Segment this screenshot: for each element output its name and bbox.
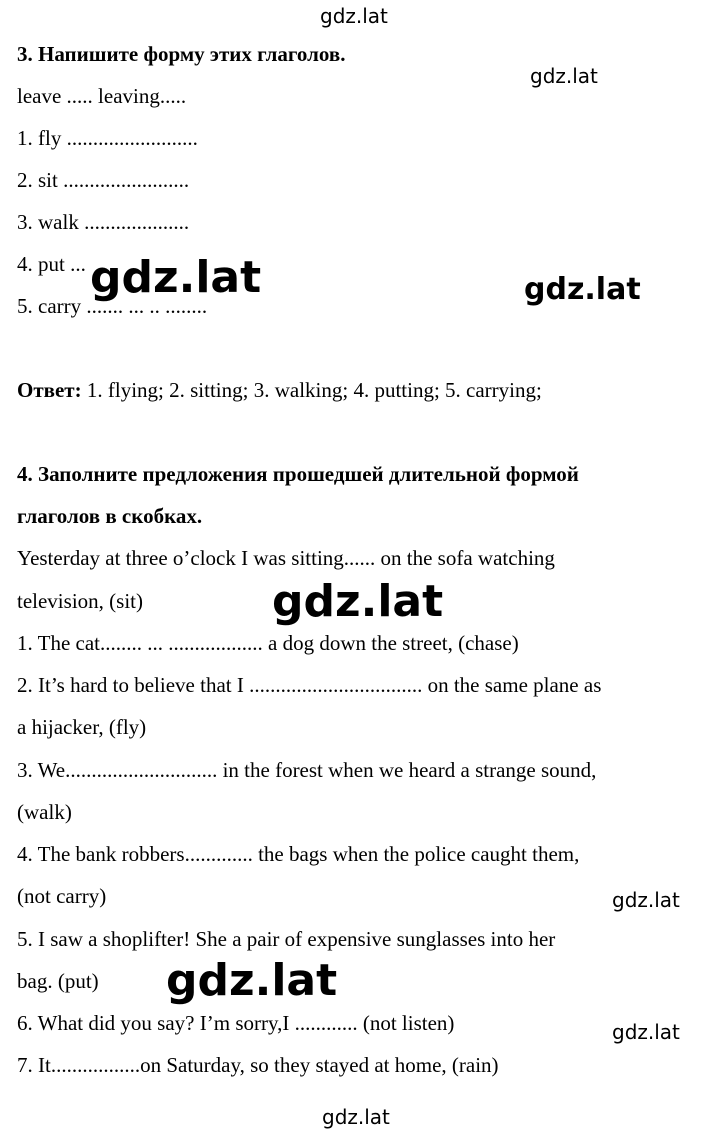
task3-title: 3. Напишите форму этих глаголов.	[17, 42, 346, 66]
task4-line-2: television, (sit)	[17, 589, 143, 613]
task3-item-3: 3. walk ....................	[17, 210, 190, 234]
watermark-right-lower2: gdz.lat	[612, 1020, 680, 1044]
watermark-bottom: gdz.lat	[322, 1105, 390, 1129]
watermark-right-top: gdz.lat	[530, 64, 598, 88]
task4-title-line1: 4. Заполните предложения прошедшей длительной формой	[17, 462, 579, 486]
task4-line-4: 2. It’s hard to believe that I ................................. on the same plane as	[17, 673, 602, 697]
task4-title-line2: глаголов в скобках.	[17, 504, 203, 528]
task4-line-10: 5. I saw a shoplifter! She a pair of expensive sunglasses into her	[17, 927, 556, 951]
watermark-top: gdz.lat	[320, 4, 388, 28]
watermark-big-center: gdz.lat	[272, 576, 444, 627]
task4-line-12: 6. What did you say? I’m sorry,I ............ (not listen)	[17, 1011, 455, 1035]
watermark-big-left: gdz.lat	[90, 252, 262, 303]
task4-line-13: 7. It.................on Saturday, so they stayed at home, (rain)	[17, 1053, 499, 1077]
task3-answer	[17, 377, 542, 403]
task3-item-4: 4. put ...	[17, 252, 86, 276]
task3-item-1: 1. fly .........................	[17, 126, 198, 150]
answer-label: Ответ:	[17, 378, 82, 402]
task4-line-9: (not carry)	[17, 884, 107, 908]
watermark-big-lower: gdz.lat	[166, 955, 338, 1006]
task4-line-5: a hijacker, (fly)	[17, 715, 147, 739]
watermark-mid-right: gdz.lat	[524, 272, 641, 307]
watermark-right-lower1: gdz.lat	[612, 888, 680, 912]
task4-line-3: 1. The cat........ ... .................. a dog down the street, (chase)	[17, 631, 519, 655]
task4-line-7: (walk)	[17, 800, 72, 824]
task3-item-5: 5. carry ....... ... .. ........	[17, 294, 208, 318]
task4-line-1: Yesterday at three o’clock I was sitting...... on the sofa watching	[17, 546, 555, 570]
task3-item-2: 2. sit ........................	[17, 168, 190, 192]
task4-line-6: 3. We............................. in the forest when we heard a strange sound,	[17, 758, 597, 782]
task3-example: leave ..... leaving.....	[17, 84, 187, 108]
task4-line-8: 4. The bank robbers............. the bags when the police caught them,	[17, 842, 580, 866]
task4-line-11: bag. (put)	[17, 969, 99, 993]
answer-text: 1. flying; 2. sitting; 3. walking; 4. putting; 5. carrying;	[81, 378, 542, 402]
